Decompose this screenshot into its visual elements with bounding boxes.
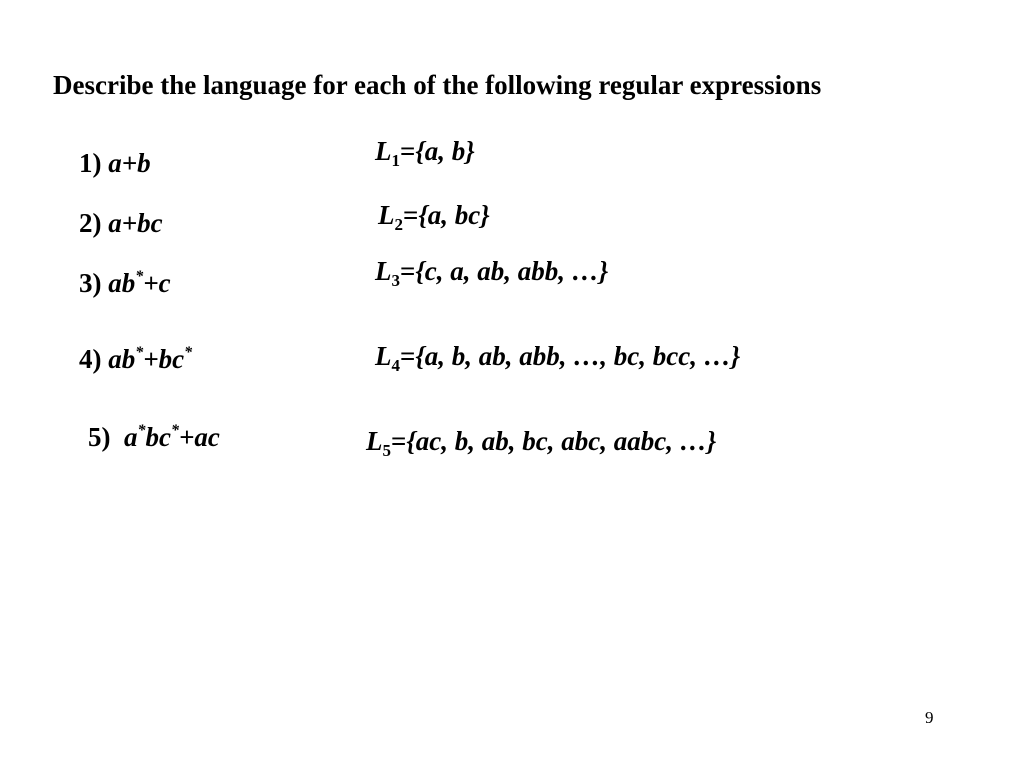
language-name: L [375,341,392,371]
equals-sign: = [391,426,407,456]
language-1 [375,136,475,170]
language-set: {a, b} [415,136,475,166]
language-subscript: 5 [382,441,391,460]
language-set: {c, a, ab, abb, …} [415,256,609,286]
language-set: {ac, b, ab, bc, abc, aabc, …} [406,426,717,456]
expression-4 [79,344,192,375]
language-5 [366,426,717,460]
regex: ab*+bc* [108,344,193,374]
slide-title: Describe the language for each of the following regular expressions [53,70,822,100]
language-name: L [366,426,383,456]
expression-2 [79,208,163,239]
language-2 [378,200,490,234]
language-subscript: 1 [391,151,400,170]
expression-number: 5) [88,422,111,452]
expression-number: 1) [79,148,102,178]
language-subscript: 3 [391,271,400,290]
equals-sign: = [400,136,416,166]
language-subscript: 4 [391,356,400,375]
expression-3 [79,268,171,299]
expression-number: 4) [79,344,102,374]
language-set: {a, b, ab, abb, …, bc, bcc, …} [415,341,741,371]
equals-sign: = [400,256,416,286]
page-number: 9 [925,708,934,727]
language-name: L [375,136,392,166]
language-name: L [378,200,395,230]
language-3 [375,256,609,290]
equals-sign: = [400,341,416,371]
expression-number: 2) [79,208,102,238]
language-4 [375,341,741,375]
expression-5 [88,422,220,453]
expression-1 [79,148,151,179]
regex: a*bc*+ac [124,422,220,452]
regex: ab*+c [108,268,171,298]
regex: a+b [108,148,151,178]
language-subscript: 2 [394,215,403,234]
expression-number: 3) [79,268,102,298]
equals-sign: = [403,200,419,230]
regex: a+bc [108,208,163,238]
language-set: {a, bc} [418,200,490,230]
language-name: L [375,256,392,286]
